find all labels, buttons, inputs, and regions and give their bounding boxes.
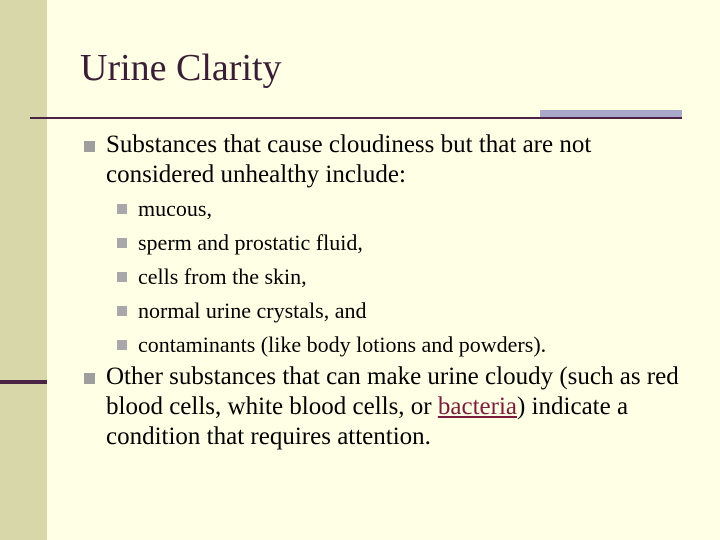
bacteria-link[interactable]: bacteria — [437, 393, 517, 420]
sub-bullet-text: contaminants (like body lotions and powders). — [138, 332, 547, 357]
sub-bullet-item — [117, 260, 704, 294]
bullet-item — [84, 362, 704, 452]
slide-body — [84, 130, 704, 452]
sidebar-accent-line — [0, 380, 47, 384]
square-bullet-icon — [117, 306, 127, 316]
sub-bullet-text: mucous, — [138, 196, 212, 221]
square-bullet-icon — [117, 340, 127, 350]
title-divider-line — [30, 117, 682, 119]
square-bullet-icon — [117, 238, 127, 248]
square-bullet-icon — [84, 141, 95, 152]
square-bullet-icon — [84, 373, 95, 384]
bullet-item — [84, 130, 704, 190]
sub-bullet-item — [117, 226, 704, 260]
sub-bullet-item — [117, 328, 704, 362]
slide-title: Urine Clarity — [80, 47, 282, 89]
bullet-text: Substances that cause cloudiness but that are not considered unhealthy include: — [106, 131, 592, 188]
sub-bullet-text: cells from the skin, — [138, 264, 307, 289]
title-divider-block — [540, 110, 682, 117]
sub-bullet-item — [117, 192, 704, 226]
sidebar-band — [0, 0, 47, 540]
sub-bullet-text: normal urine crystals, and — [138, 298, 367, 323]
square-bullet-icon — [117, 272, 127, 282]
sub-bullet-item — [117, 294, 704, 328]
sub-bullet-text: sperm and prostatic fluid, — [138, 230, 363, 255]
bullet-text-before-link: Other substances that can make urine cloudy (such as red blood cells, white blood cells, or — [106, 363, 679, 420]
sub-bullet-list — [84, 192, 704, 362]
square-bullet-icon — [117, 204, 127, 214]
bullet-text-after-link: ) indicate a condition that requires attention. — [106, 393, 629, 450]
